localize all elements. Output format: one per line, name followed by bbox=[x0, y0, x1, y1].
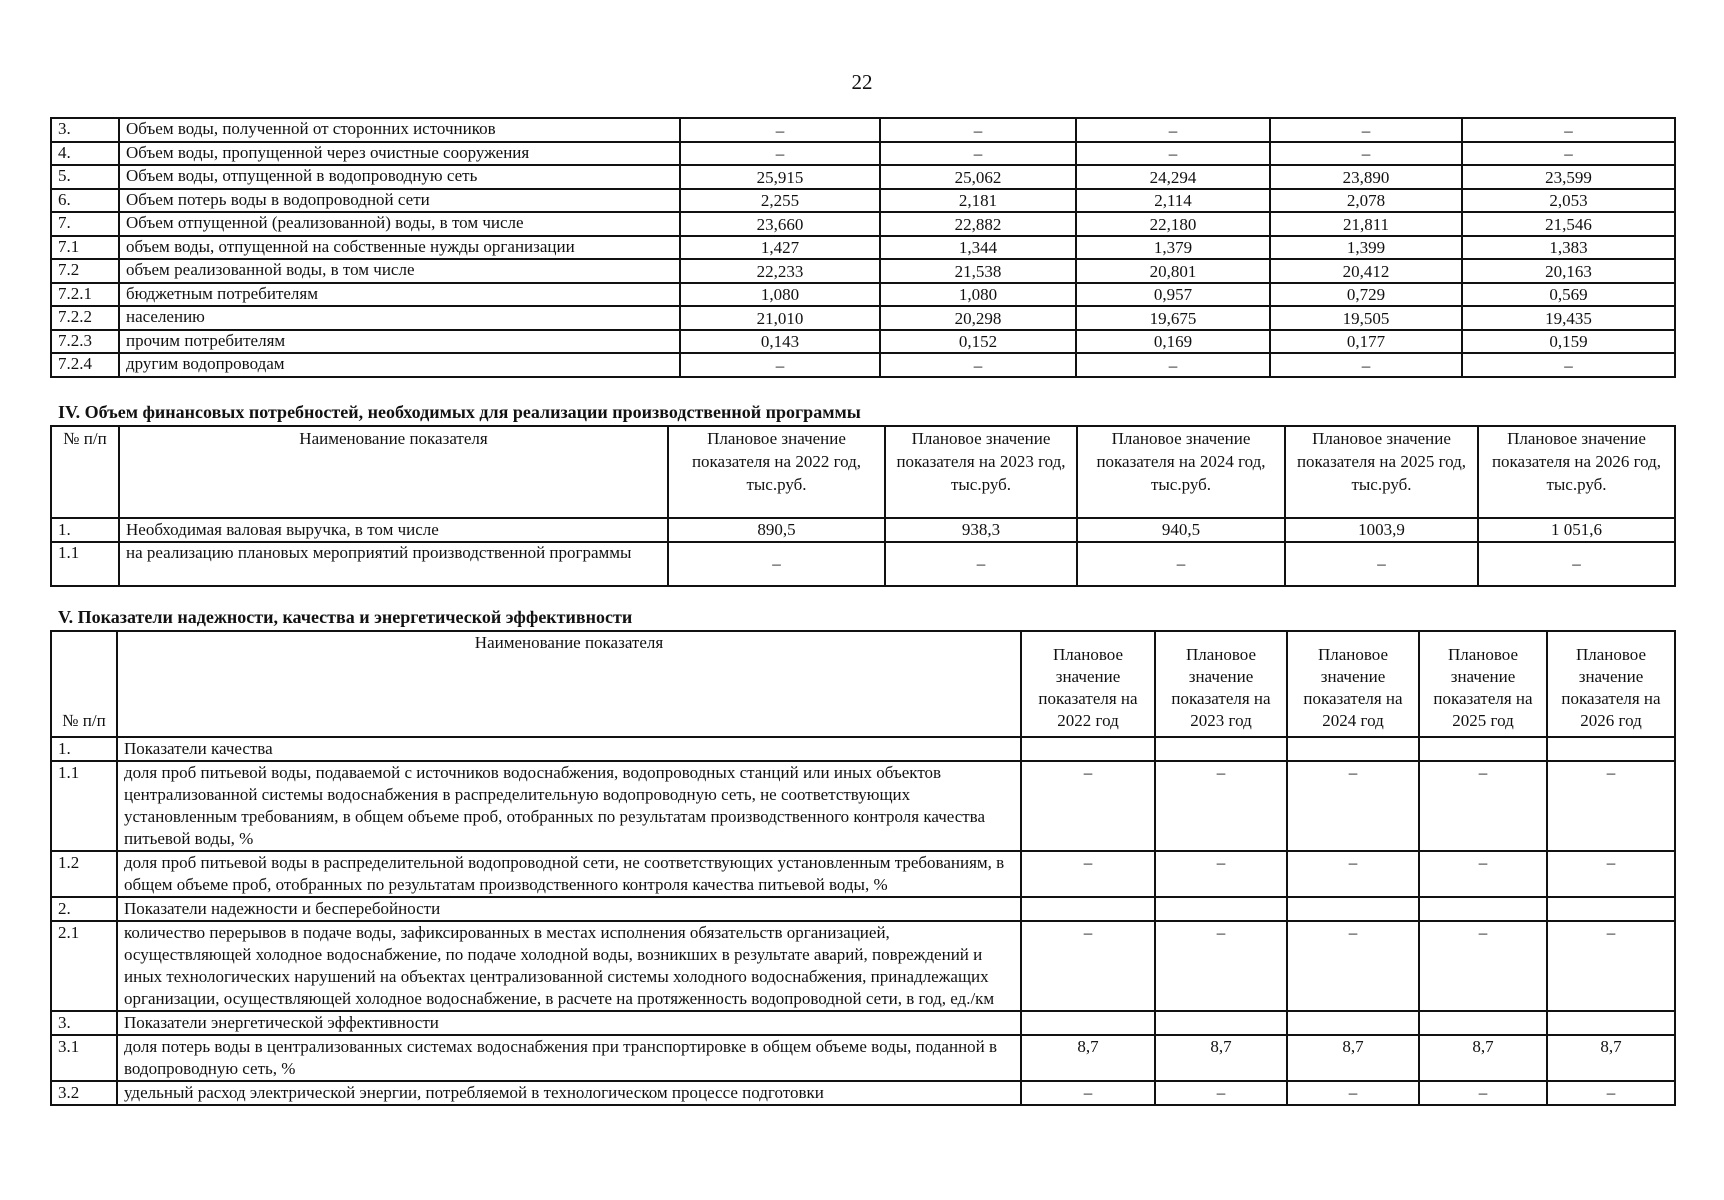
header-year-2024: Плановое значение показателя на 2024 год bbox=[1287, 631, 1419, 737]
row-value-2022: 1,080 bbox=[680, 283, 880, 307]
table-row bbox=[51, 737, 1675, 761]
row-value-2022 bbox=[1021, 737, 1155, 761]
header-year-2023: Плановое значение показателя на 2023 год bbox=[1155, 631, 1287, 737]
row-value-2023 bbox=[1155, 737, 1287, 761]
row-value-2023 bbox=[1155, 897, 1287, 921]
row-name: Объем воды, пропущенной через очистные сооружения bbox=[119, 142, 680, 166]
row-number: 7. bbox=[51, 212, 119, 236]
financial-needs-table bbox=[50, 425, 1676, 587]
row-number: 7.2.4 bbox=[51, 353, 119, 377]
row-number: 3. bbox=[51, 1011, 117, 1035]
row-value-2025: 1003,9 bbox=[1285, 518, 1478, 542]
row-value-2024: 0,957 bbox=[1076, 283, 1270, 307]
section-iv-title: IV. Объем финансовых потребностей, необходимых для реализации производственной программы bbox=[58, 402, 861, 422]
row-value-2023: – bbox=[1155, 851, 1287, 897]
row-value-2022: – bbox=[680, 118, 880, 142]
row-value-2025 bbox=[1419, 897, 1547, 921]
row-value-2024: – bbox=[1077, 542, 1285, 586]
row-value-2022: – bbox=[668, 542, 885, 586]
row-name: Объем отпущенной (реализованной) воды, в том числе bbox=[119, 212, 680, 236]
row-value-2025 bbox=[1419, 737, 1547, 761]
table-row bbox=[51, 353, 1675, 377]
row-name: другим водопроводам bbox=[119, 353, 680, 377]
table-row bbox=[51, 283, 1675, 307]
row-value-2025: 8,7 bbox=[1419, 1035, 1547, 1081]
row-value-2024: – bbox=[1076, 353, 1270, 377]
row-name: доля проб питьевой воды в распределительной водопроводной сети, не соответствующих установленным требованиям, в общем объеме проб, отобранных по результатам производственного контроля качества питьевой воды, % bbox=[117, 851, 1021, 897]
row-value-2026: – bbox=[1547, 761, 1675, 851]
row-number: 4. bbox=[51, 142, 119, 166]
row-value-2023: – bbox=[1155, 761, 1287, 851]
row-value-2022 bbox=[1021, 1011, 1155, 1035]
row-value-2024: 2,114 bbox=[1076, 189, 1270, 213]
row-value-2026: 19,435 bbox=[1462, 306, 1675, 330]
row-value-2023: 20,298 bbox=[880, 306, 1076, 330]
row-value-2022: – bbox=[1021, 921, 1155, 1011]
table-row bbox=[51, 306, 1675, 330]
row-value-2025: 23,890 bbox=[1270, 165, 1462, 189]
row-value-2026: – bbox=[1462, 353, 1675, 377]
row-value-2025: – bbox=[1419, 1081, 1547, 1105]
row-value-2025: – bbox=[1270, 142, 1462, 166]
table-row bbox=[51, 259, 1675, 283]
row-name: на реализацию плановых мероприятий производственной программы bbox=[119, 542, 668, 586]
row-number: 7.2.3 bbox=[51, 330, 119, 354]
row-value-2022: 21,010 bbox=[680, 306, 880, 330]
table-row bbox=[51, 165, 1675, 189]
row-name: бюджетным потребителям bbox=[119, 283, 680, 307]
table-row bbox=[51, 897, 1675, 921]
row-value-2024: 0,169 bbox=[1076, 330, 1270, 354]
row-number: 3.1 bbox=[51, 1035, 117, 1081]
header-num: № п/п bbox=[51, 631, 117, 737]
row-value-2023: – bbox=[885, 542, 1077, 586]
table-row bbox=[51, 212, 1675, 236]
row-value-2023: 938,3 bbox=[885, 518, 1077, 542]
row-value-2023: 0,152 bbox=[880, 330, 1076, 354]
row-value-2025: – bbox=[1270, 353, 1462, 377]
section-v-title: V. Показатели надежности, качества и энергетической эффективности bbox=[58, 607, 633, 627]
reliability-quality-table bbox=[50, 630, 1676, 1106]
row-number: 1.2 bbox=[51, 851, 117, 897]
table-row bbox=[51, 518, 1675, 542]
table-row bbox=[51, 118, 1675, 142]
row-value-2023: – bbox=[1155, 1081, 1287, 1105]
row-name: количество перерывов в подаче воды, зафиксированных в местах исполнения обязательств организацией, осуществляющей холодное водоснабжение, по подаче холодной воды, возникших в результате аварий, повреждений и иных технологических нарушений на объектах централизованной системы холодного водоснабжения, принадлежащих организации, осуществляющей холодное водоснабжение, в расчете на протяженность водопроводной сети, в год, ед./км bbox=[117, 921, 1021, 1011]
header-year-2023: Плановое значение показателя на 2023 год, тыс.руб. bbox=[885, 426, 1077, 518]
table-row bbox=[51, 1011, 1675, 1035]
row-value-2025: 19,505 bbox=[1270, 306, 1462, 330]
row-value-2023: – bbox=[880, 353, 1076, 377]
table-row bbox=[51, 851, 1675, 897]
row-value-2025 bbox=[1419, 1011, 1547, 1035]
row-value-2023: 22,882 bbox=[880, 212, 1076, 236]
row-number: 2.1 bbox=[51, 921, 117, 1011]
row-name: объем воды, отпущенной на собственные нужды организации bbox=[119, 236, 680, 260]
row-value-2024: – bbox=[1287, 1081, 1419, 1105]
row-number: 6. bbox=[51, 189, 119, 213]
row-value-2022: 1,427 bbox=[680, 236, 880, 260]
header-year-2022: Плановое значение показателя на 2022 год bbox=[1021, 631, 1155, 737]
row-value-2025: 0,177 bbox=[1270, 330, 1462, 354]
row-value-2022: – bbox=[680, 142, 880, 166]
row-value-2023: 8,7 bbox=[1155, 1035, 1287, 1081]
row-value-2023: 2,181 bbox=[880, 189, 1076, 213]
row-value-2024: 940,5 bbox=[1077, 518, 1285, 542]
table-header-row bbox=[51, 631, 1675, 737]
row-value-2024: – bbox=[1287, 761, 1419, 851]
row-name: Объем потерь воды в водопроводной сети bbox=[119, 189, 680, 213]
row-value-2022 bbox=[1021, 897, 1155, 921]
row-value-2022: 23,660 bbox=[680, 212, 880, 236]
table-row bbox=[51, 761, 1675, 851]
row-value-2026: 2,053 bbox=[1462, 189, 1675, 213]
row-value-2022: – bbox=[1021, 851, 1155, 897]
row-name: Показатели надежности и бесперебойности bbox=[117, 897, 1021, 921]
row-value-2024: 20,801 bbox=[1076, 259, 1270, 283]
header-year-2022: Плановое значение показателя на 2022 год, тыс.руб. bbox=[668, 426, 885, 518]
row-value-2024: – bbox=[1287, 851, 1419, 897]
row-number: 1.1 bbox=[51, 542, 119, 586]
row-number: 3. bbox=[51, 118, 119, 142]
row-value-2026 bbox=[1547, 897, 1675, 921]
row-value-2023: – bbox=[880, 118, 1076, 142]
row-number: 7.1 bbox=[51, 236, 119, 260]
row-number: 1.1 bbox=[51, 761, 117, 851]
row-value-2025: – bbox=[1419, 851, 1547, 897]
row-value-2025: – bbox=[1419, 761, 1547, 851]
row-value-2022: 22,233 bbox=[680, 259, 880, 283]
row-value-2023: 1,080 bbox=[880, 283, 1076, 307]
row-name: Необходимая валовая выручка, в том числе bbox=[119, 518, 668, 542]
row-number: 7.2.1 bbox=[51, 283, 119, 307]
table-header-row bbox=[51, 426, 1675, 518]
table-row bbox=[51, 1035, 1675, 1081]
row-value-2026 bbox=[1547, 1011, 1675, 1035]
row-name: объем реализованной воды, в том числе bbox=[119, 259, 680, 283]
table-row bbox=[51, 921, 1675, 1011]
table-row bbox=[51, 189, 1675, 213]
row-number: 1. bbox=[51, 518, 119, 542]
row-value-2025: 0,729 bbox=[1270, 283, 1462, 307]
row-number: 7.2 bbox=[51, 259, 119, 283]
row-value-2023: 25,062 bbox=[880, 165, 1076, 189]
header-year-2024: Плановое значение показателя на 2024 год, тыс.руб. bbox=[1077, 426, 1285, 518]
row-value-2023: 21,538 bbox=[880, 259, 1076, 283]
row-name: Объем воды, отпущенной в водопроводную сеть bbox=[119, 165, 680, 189]
row-value-2024: 8,7 bbox=[1287, 1035, 1419, 1081]
row-value-2024: 22,180 bbox=[1076, 212, 1270, 236]
row-value-2024 bbox=[1287, 737, 1419, 761]
row-value-2022: 0,143 bbox=[680, 330, 880, 354]
row-value-2026: – bbox=[1547, 921, 1675, 1011]
row-number: 1. bbox=[51, 737, 117, 761]
row-value-2024: – bbox=[1076, 142, 1270, 166]
row-number: 5. bbox=[51, 165, 119, 189]
row-value-2023: – bbox=[1155, 921, 1287, 1011]
header-num: № п/п bbox=[51, 426, 119, 518]
row-number: 2. bbox=[51, 897, 117, 921]
row-name: доля проб питьевой воды, подаваемой с источников водоснабжения, водопроводных станций или иных объектов централизованной системы водоснабжения в распределительную водопроводную сеть, не соответствующих установленным требованиям, в общем объеме проб, отобранных по результатам производственного контроля качества питьевой воды, % bbox=[117, 761, 1021, 851]
header-year-2026: Плановое значение показателя на 2026 год bbox=[1547, 631, 1675, 737]
row-value-2026: 1 051,6 bbox=[1478, 518, 1675, 542]
row-value-2024 bbox=[1287, 897, 1419, 921]
row-name: населению bbox=[119, 306, 680, 330]
row-value-2026: 1,383 bbox=[1462, 236, 1675, 260]
row-value-2025: 2,078 bbox=[1270, 189, 1462, 213]
row-value-2025: – bbox=[1285, 542, 1478, 586]
header-name: Наименование показателя bbox=[119, 426, 668, 518]
row-value-2026 bbox=[1547, 737, 1675, 761]
row-value-2022: 2,255 bbox=[680, 189, 880, 213]
row-value-2022: – bbox=[1021, 1081, 1155, 1105]
row-value-2026: – bbox=[1462, 142, 1675, 166]
row-value-2026: 21,546 bbox=[1462, 212, 1675, 236]
row-value-2025: 21,811 bbox=[1270, 212, 1462, 236]
row-value-2024: – bbox=[1076, 118, 1270, 142]
row-value-2023: 1,344 bbox=[880, 236, 1076, 260]
row-value-2023: – bbox=[880, 142, 1076, 166]
header-year-2025: Плановое значение показателя на 2025 год bbox=[1419, 631, 1547, 737]
row-name: Объем воды, полученной от сторонних источников bbox=[119, 118, 680, 142]
row-value-2025: 20,412 bbox=[1270, 259, 1462, 283]
header-name: Наименование показателя bbox=[117, 631, 1021, 737]
water-volume-table bbox=[50, 117, 1676, 378]
row-name: доля потерь воды в централизованных системах водоснабжения при транспортировке в общем объеме воды, поданной в водопроводную сеть, % bbox=[117, 1035, 1021, 1081]
table-row bbox=[51, 330, 1675, 354]
header-year-2025: Плановое значение показателя на 2025 год, тыс.руб. bbox=[1285, 426, 1478, 518]
table-row bbox=[51, 142, 1675, 166]
row-value-2026: – bbox=[1478, 542, 1675, 586]
row-value-2026: 0,569 bbox=[1462, 283, 1675, 307]
row-name: Показатели энергетической эффективности bbox=[117, 1011, 1021, 1035]
row-value-2022: – bbox=[1021, 761, 1155, 851]
page-number: 22 bbox=[851, 70, 873, 94]
row-value-2024: 19,675 bbox=[1076, 306, 1270, 330]
row-value-2022: 8,7 bbox=[1021, 1035, 1155, 1081]
row-value-2023 bbox=[1155, 1011, 1287, 1035]
row-value-2026: 0,159 bbox=[1462, 330, 1675, 354]
row-value-2026: 23,599 bbox=[1462, 165, 1675, 189]
row-value-2026: 8,7 bbox=[1547, 1035, 1675, 1081]
row-value-2024: – bbox=[1287, 921, 1419, 1011]
row-value-2022: 25,915 bbox=[680, 165, 880, 189]
row-value-2024: 1,379 bbox=[1076, 236, 1270, 260]
table-row bbox=[51, 1081, 1675, 1105]
row-value-2026: – bbox=[1547, 851, 1675, 897]
row-value-2022: 890,5 bbox=[668, 518, 885, 542]
table-row bbox=[51, 542, 1675, 586]
row-value-2026: 20,163 bbox=[1462, 259, 1675, 283]
row-value-2026: – bbox=[1462, 118, 1675, 142]
row-value-2025: – bbox=[1270, 118, 1462, 142]
row-value-2026: – bbox=[1547, 1081, 1675, 1105]
row-value-2025: – bbox=[1419, 921, 1547, 1011]
header-year-2026: Плановое значение показателя на 2026 год, тыс.руб. bbox=[1478, 426, 1675, 518]
row-value-2025: 1,399 bbox=[1270, 236, 1462, 260]
row-number: 3.2 bbox=[51, 1081, 117, 1105]
row-name: Показатели качества bbox=[117, 737, 1021, 761]
row-number: 7.2.2 bbox=[51, 306, 119, 330]
row-value-2024: 24,294 bbox=[1076, 165, 1270, 189]
row-name: прочим потребителям bbox=[119, 330, 680, 354]
row-value-2024 bbox=[1287, 1011, 1419, 1035]
table-row bbox=[51, 236, 1675, 260]
row-value-2022: – bbox=[680, 353, 880, 377]
row-name: удельный расход электрической энергии, потребляемой в технологическом процессе подготовки bbox=[117, 1081, 1021, 1105]
